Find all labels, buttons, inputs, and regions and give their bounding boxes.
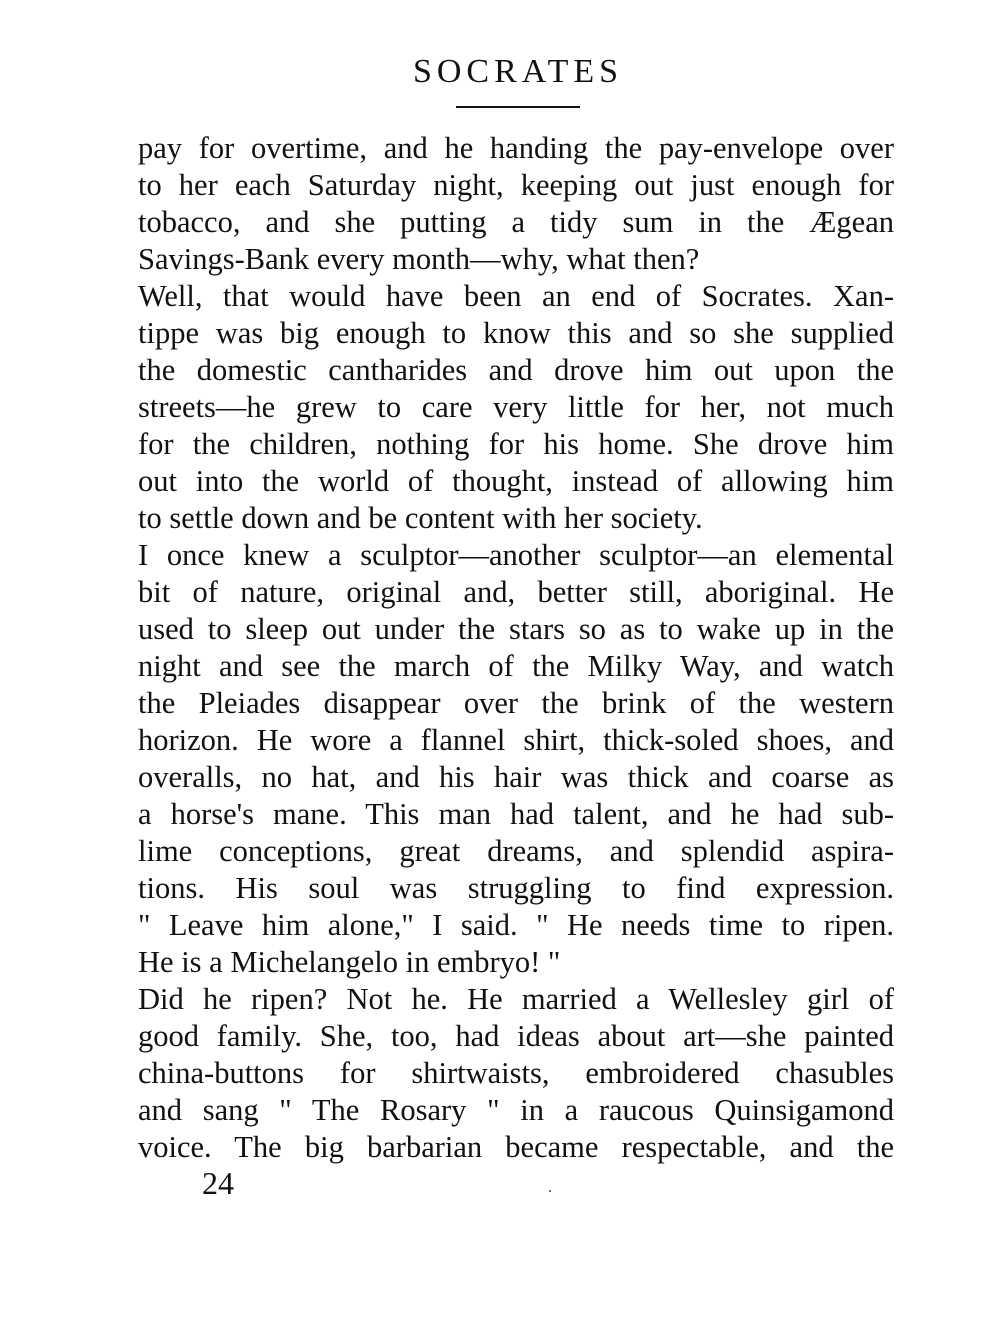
text-line: Savings-Bank every month—why, what then? — [138, 242, 700, 276]
text-line: tions. His soul was struggling to find expression. — [138, 871, 894, 905]
text-line: for the children, nothing for his home. She drove him — [138, 427, 894, 461]
text-line: pay for overtime, and he handing the pay-envelope over — [138, 131, 894, 165]
text-line: streets—he grew to care very little for her, not much — [138, 390, 894, 424]
text-line: to her each Saturday night, keeping out just enough for — [138, 168, 894, 202]
text-line: to settle down and be content with her society. — [138, 501, 703, 535]
text-line: I once knew a sculptor—another sculptor—an elemental — [138, 538, 894, 572]
body-text — [138, 130, 894, 1166]
text-line: good family. She, too, had ideas about art—she painted — [138, 1019, 894, 1053]
text-line: horizon. He wore a flannel shirt, thick-soled shoes, and — [138, 723, 894, 757]
text-line: the Pleiades disappear over the brink of the western — [138, 686, 894, 720]
text-line: overalls, no hat, and his hair was thick and coarse as — [138, 760, 894, 794]
text-line: bit of nature, original and, better still, aboriginal. He — [138, 575, 894, 609]
text-line: tippe was big enough to know this and so she supplied — [138, 316, 894, 350]
text-line: night and see the march of the Milky Way, and watch — [138, 649, 894, 683]
text-line: the domestic cantharides and drove him out upon the — [138, 353, 894, 387]
page-number: 24 — [202, 1165, 234, 1201]
text-line: lime conceptions, great dreams, and splendid aspira- — [138, 834, 894, 868]
text-line: Well, that would have been an end of Socrates. Xan- — [138, 279, 894, 313]
running-head: SOCRATES — [412, 53, 624, 90]
text-line: He is a Michelangelo in embryo! " — [138, 945, 561, 979]
text-line: Did he ripen? Not he. He married a Wellesley girl of — [138, 982, 894, 1016]
text-line: a horse's mane. This man had talent, and he had sub- — [138, 797, 894, 831]
text-line: " Leave him alone," I said. " He needs time to ripen. — [138, 908, 894, 942]
print-speck — [549, 1190, 551, 1192]
text-line: used to sleep out under the stars so as to wake up in the — [138, 612, 894, 646]
text-line: voice. The big barbarian became respectable, and the — [138, 1130, 894, 1164]
head-rule — [456, 106, 580, 108]
text-line: and sang " The Rosary " in a raucous Quinsigamond — [138, 1093, 894, 1127]
text-line: tobacco, and she putting a tidy sum in the Ægean — [138, 205, 894, 239]
text-line: china-buttons for shirtwaists, embroidered chasubles — [138, 1056, 894, 1090]
text-line: out into the world of thought, instead of allowing him — [138, 464, 894, 498]
